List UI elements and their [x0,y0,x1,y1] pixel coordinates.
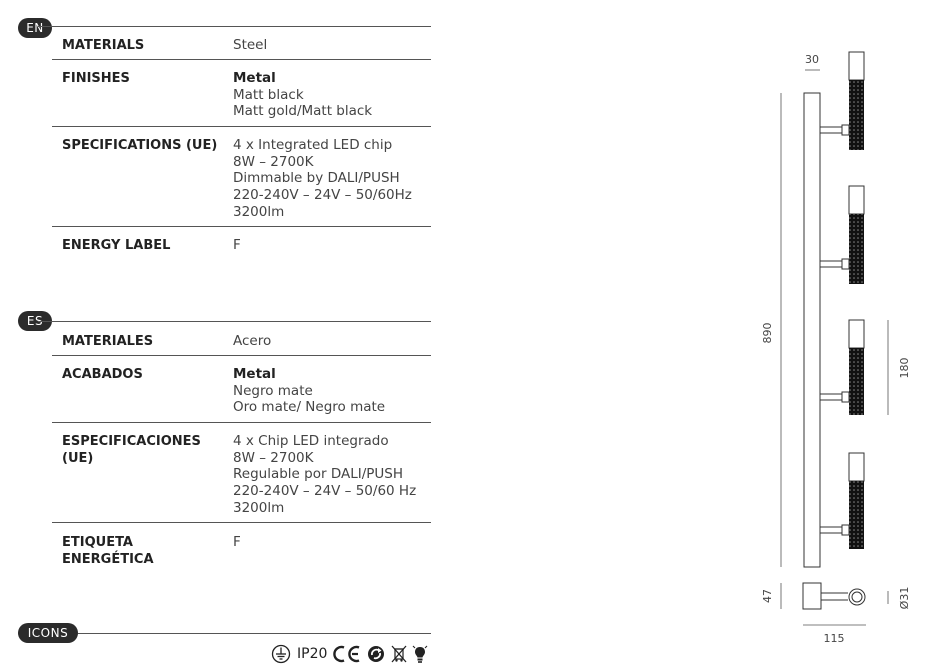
label-finishes: FINISHES [62,71,130,86]
weee-bin-icon [390,644,408,664]
row-divider [52,126,431,127]
spot-light [820,52,864,150]
icons-tag: ICONS [18,623,78,643]
row-divider [52,522,431,523]
value-specifications: 4 x Integrated LED chip 8W – 2700K Dimmable by DALI/PUSH 220-240V – 24V – 50/60Hz 3200lm [233,137,412,220]
wall-bar [804,93,820,567]
height-dim-label: 890 [761,322,774,344]
diameter-dim-label: Ø31 [898,586,911,610]
lang-tag-es: ES [18,311,52,331]
value-especificaciones: 4 x Chip LED integrado 8W – 2700K Regulable por DALI/PUSH 220-240V – 24V – 50/60 Hz 3200lm [233,433,417,516]
certification-icons [271,643,428,665]
spot-light [820,186,864,284]
width-dim-label: 115 [823,632,845,645]
section-divider [78,633,431,634]
spot-light [820,320,864,415]
section-divider [38,321,431,322]
label-materials: MATERIALS [62,38,145,53]
row-divider [52,226,431,227]
ce-mark-icon [332,644,362,664]
value-etiqueta: F [233,534,241,550]
spot-light [820,453,864,549]
label-especificaciones: ESPECIFICACIONES (UE) [62,434,201,466]
earth-ground-icon [271,644,291,664]
spacing-dim-label: 180 [898,357,911,379]
value-materials: Steel [233,37,268,53]
value-finishes: Metal Matt black Matt gold/Matt black [233,70,373,120]
recycle-icon [366,644,386,664]
section-divider [38,26,431,27]
depth-dim-label: 47 [761,589,774,603]
label-energy: ENERGY LABEL [62,238,171,253]
row-divider [52,355,431,356]
head-width-dim-label: 30 [805,53,819,66]
row-divider [52,59,431,60]
value-materiales: Acero [233,333,272,349]
value-energy: F [233,237,241,253]
lang-tag-en: EN [18,18,52,38]
value-acabados: Metal Negro mate Oro mate/ Negro mate [233,366,386,416]
dimmable-bulb-icon [412,644,428,664]
top-view [803,583,865,609]
row-divider [52,422,431,423]
label-acabados: ACABADOS [62,367,143,382]
label-materiales: MATERIALES [62,334,154,349]
ip-rating: IP20 [297,646,328,662]
label-etiqueta: ETIQUETA ENERGÉTICA [62,535,154,567]
label-specifications: SPECIFICATIONS (UE) [62,138,218,153]
